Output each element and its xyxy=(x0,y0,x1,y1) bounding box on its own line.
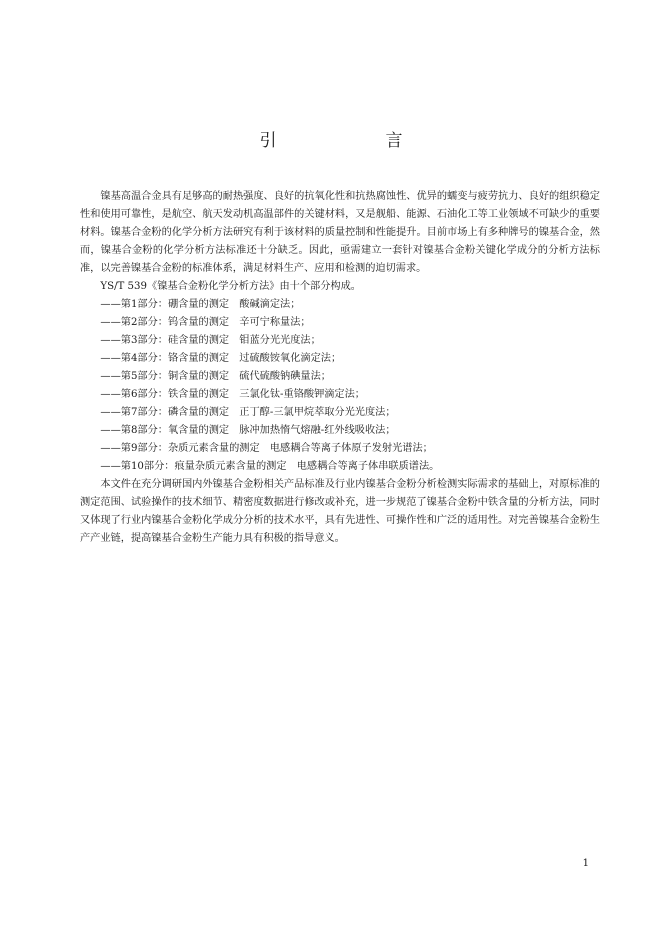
part-item: ——第9部分：杂质元素含量的测定 电感耦合等离子体原子发射光谱法； xyxy=(100,443,433,454)
page-number: 1 xyxy=(582,858,589,869)
part-item: ——第5部分：铜含量的测定 硫代硫酸钠碘量法； xyxy=(100,371,331,382)
document-body xyxy=(80,188,600,548)
part-item: ——第6部分：铁含量的测定 三氯化钛-重铬酸钾滴定法； xyxy=(100,389,365,400)
part-item: ——第3部分：硅含量的测定 钼蓝分光光度法； xyxy=(100,335,321,346)
part-item: ——第4部分：铬含量的测定 过硫酸铵氧化滴定法； xyxy=(100,353,342,364)
page-title: 引 言 xyxy=(259,131,449,151)
closing-paragraph: 本文件在充分调研国内外镍基合金粉相关产品标准及行业内镍基合金粉分析检测实际需求的基础上，对原标准的测定范围、试验操作的技术细节、精密度数据进行修改或补充，进一步规范了镍基合金粉中铁含量的分析方法，同时又体现了行业内镍基合金粉化学成分分析的技术水平，具有先进性、可操作性和广泛的适用性。对完善镍基合金粉生产产业链，提高镍基合金粉生产能力具有积极的指导意义。 xyxy=(80,479,600,544)
part-item: ——第2部分：钨含量的测定 辛可宁称量法； xyxy=(100,317,311,328)
parts-intro: YS/T 539《镍基合金粉化学分析方法》由十个部分构成。 xyxy=(100,281,361,292)
part-item: ——第8部分：氧含量的测定 脉冲加热惰气熔融-红外线吸收法； xyxy=(100,425,396,436)
parts-list xyxy=(80,296,600,476)
part-item: ——第7部分：磷含量的测定 正丁醇-三氯甲烷萃取分光光度法； xyxy=(100,407,396,418)
intro-paragraph: 镍基高温合金具有足够高的耐热强度、良好的抗氧化性和抗热腐蚀性、优异的蠕变与疲劳抗力、良好的组织稳定性和使用可靠性，是航空、航天发动机高温部件的关键材料，又是舰船、能源、石油化工等工业领域不可缺少的重要材料。镍基合金粉的化学分析方法研究有利于该材料的质量控制和性能提升。目前市场上有多种牌号的镍基合金，然而，镍基合金粉的化学分析方法标准还十分缺乏。因此，亟需建立一套针对镍基合金粉关键化学成分的分析方法标准，以完善镍基合金粉的标准体系，满足材料生产、应用和检测的迫切需求。 xyxy=(80,191,600,274)
part-item: ——第10部分：痕量杂质元素含量的测定 电感耦合等离子体串联质谱法。 xyxy=(100,461,440,472)
part-item: ——第1部分：硼含量的测定 酸碱滴定法； xyxy=(100,299,301,310)
